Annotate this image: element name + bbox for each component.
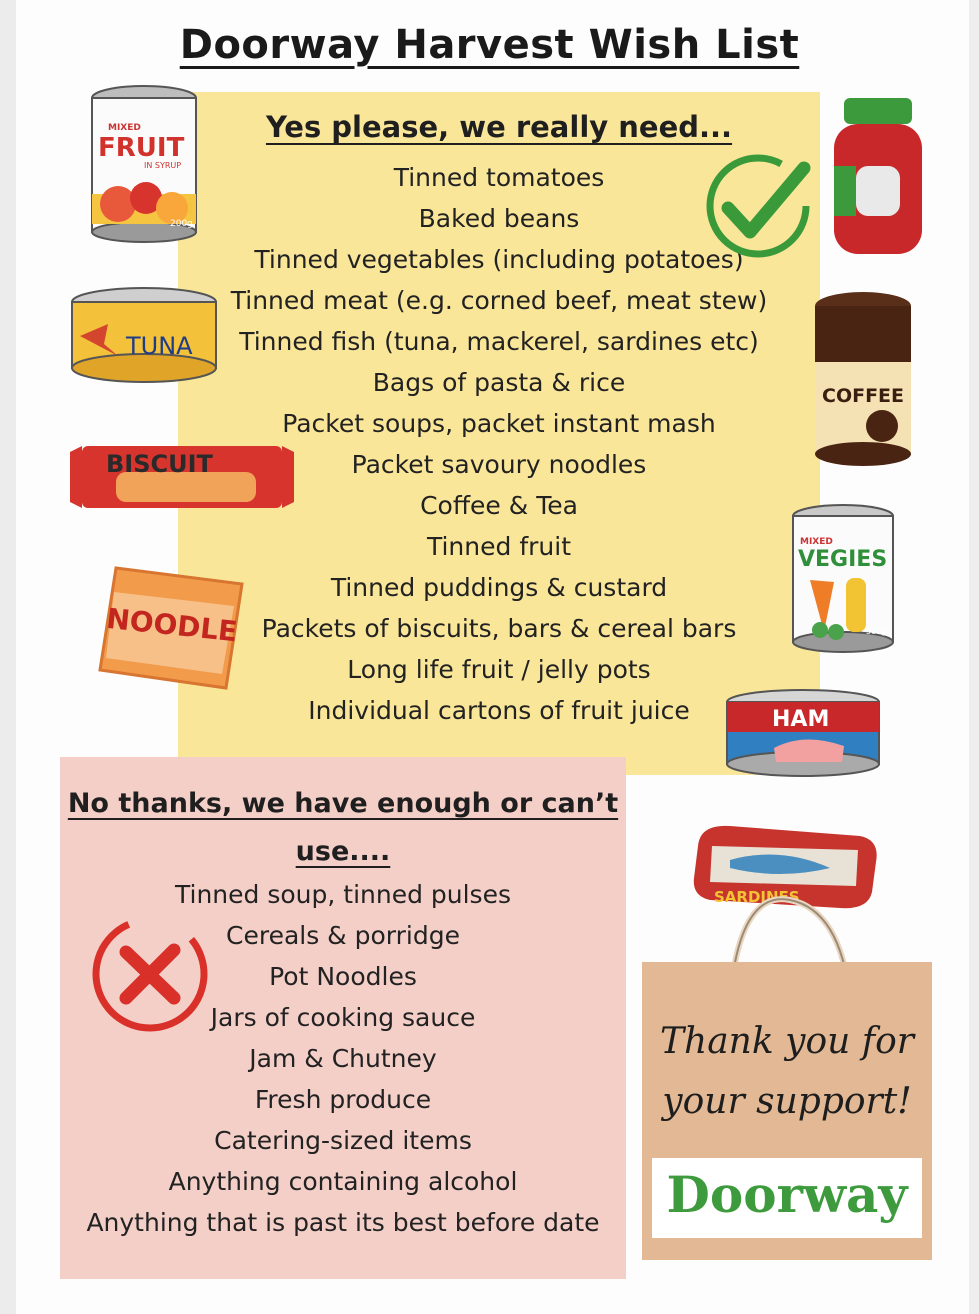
unwanted-item: Anything containing alcohol [168,1167,518,1196]
needed-item: Tinned vegetables (including potatoes) [254,245,744,274]
unwanted-item: Jam & Chutney [249,1044,437,1073]
fruit-can-brand: FRUIT [98,133,185,163]
needed-item: Tinned meat (e.g. corned beef, meat stew) [230,286,768,315]
unwanted-item: Tinned soup, tinned pulses [175,880,511,909]
fruit-can-small-sub: IN SYRUP [144,161,182,170]
needed-item: Baked beans [418,204,580,233]
unwanted-item: Catering-sized items [214,1126,472,1155]
noodle-packet-illustration [96,562,246,692]
page-edge-right [969,0,979,1314]
coffee-can-illustration [812,290,914,470]
needed-item: Packet savoury noodles [351,450,647,479]
needed-item: Coffee & Tea [420,491,578,520]
vegies-can-weight: 500g [866,627,887,636]
biscuit-illustration [66,442,298,512]
cross-mark-icon [88,912,218,1036]
needed-item: Individual cartons of fruit juice [308,696,690,725]
ham-can-label: HAM [772,707,830,732]
needed-item: Long life fruit / jelly pots [347,655,651,684]
page-edge-left [0,0,16,1314]
needed-item: Packets of biscuits, bars & cereal bars [261,614,737,643]
fruit-can-small-top: MIXED [108,123,141,133]
yes-please-heading: Yes please, we really need... [265,110,733,144]
vegies-can-label: VEGIES [798,547,888,572]
unwanted-item: Jars of cooking sauce [210,1003,476,1032]
coffee-can-label: COFFEE [822,385,905,407]
tuna-can-illustration [68,284,220,388]
page-title: Doorway Harvest Wish List [179,22,800,68]
sardines-can-label: SARDINES [714,888,800,906]
fruit-can-weight: 200g [170,219,193,229]
noodle-label: NOODLE [104,601,239,649]
needed-item: Tinned fruit [426,532,571,561]
biscuit-label: BISCUIT [106,450,213,478]
needed-item: Packet soups, packet instant mash [282,409,716,438]
needed-item: Tinned fish (tuna, mackerel, sardines etc) [239,327,759,356]
vegies-can-illustration [790,502,896,654]
unwanted-item: Pot Noodles [269,962,417,991]
check-mark-icon [700,150,818,260]
vegies-can-small-top: MIXED [800,537,833,547]
fruit-can-illustration [88,84,200,244]
doorway-logo: Doorway [666,1165,908,1224]
unwanted-item: Anything that is past its best before date [86,1208,600,1237]
tuna-can-label: TUNA [126,332,193,360]
ham-can-illustration [724,688,882,780]
needed-item: Bags of pasta & rice [372,368,626,397]
needed-item: Tinned tomatoes [393,163,605,192]
unwanted-item: Fresh produce [254,1085,432,1114]
needed-item: Tinned puddings & custard [330,573,668,602]
unwanted-item: Cereals & porridge [226,921,460,950]
jar-illustration [828,96,928,258]
no-thanks-heading: No thanks, we have enough or can’t use.... [67,788,619,867]
thank-you-message: Thank you for your support! [660,1021,914,1122]
